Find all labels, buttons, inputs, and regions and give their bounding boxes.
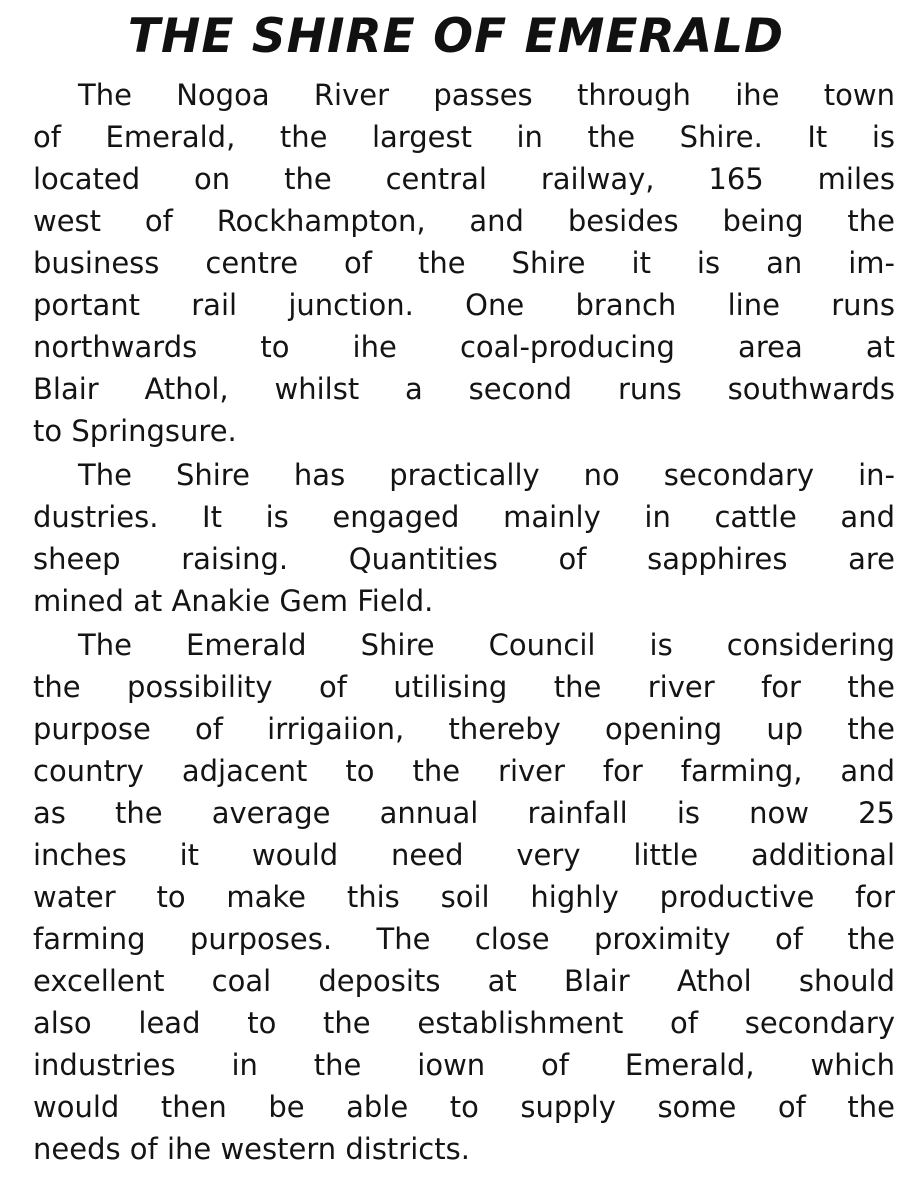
text-line: purpose of irrigaiion, thereby opening up the	[33, 712, 895, 746]
text-line: located on the central railway, 165 miles	[33, 162, 895, 196]
text-line: the possibility of utilising the river for the	[33, 670, 895, 704]
text-line: water to make this soil highly productive for	[33, 880, 895, 914]
text-line: industries in the iown of Emerald, which	[33, 1048, 895, 1082]
text-line: The Nogoa River passes through ihe town	[78, 78, 895, 112]
text-line: excellent coal deposits at Blair Athol should	[33, 964, 895, 998]
text-line: portant rail junction. One branch line runs	[33, 288, 895, 322]
text-line: west of Rockhampton, and besides being the	[33, 204, 895, 238]
article-title: THE SHIRE OF EMERALD	[127, 9, 785, 64]
text-line: farming purposes. The close proximity of the	[33, 922, 895, 956]
text-line: business centre of the Shire it is an im-	[33, 246, 895, 280]
text-line: sheep raising. Quantities of sapphires are	[33, 542, 895, 576]
text-line: would then be able to supply some of the	[33, 1090, 895, 1124]
text-line: mined at Anakie Gem Field.	[33, 584, 434, 618]
text-line: The Emerald Shire Council is considering	[78, 628, 895, 662]
text-line: also lead to the establishment of secondary	[33, 1006, 895, 1040]
text-line: inches it would need very little additional	[33, 838, 895, 872]
text-line: dustries. It is engaged mainly in cattle and	[33, 500, 895, 534]
text-line: to Springsure.	[33, 414, 237, 448]
text-line: northwards to ihe coal-producing area at	[33, 330, 895, 364]
text-line: The Shire has practically no secondary in-	[78, 458, 895, 492]
text-line: country adjacent to the river for farming, and	[33, 754, 895, 788]
text-line: as the average annual rainfall is now 25	[33, 796, 895, 830]
text-line: Blair Athol, whilst a second runs southwards	[33, 372, 895, 406]
text-line: needs of ihe western districts.	[33, 1132, 470, 1166]
text-line: of Emerald, the largest in the Shire. It is	[33, 120, 895, 154]
